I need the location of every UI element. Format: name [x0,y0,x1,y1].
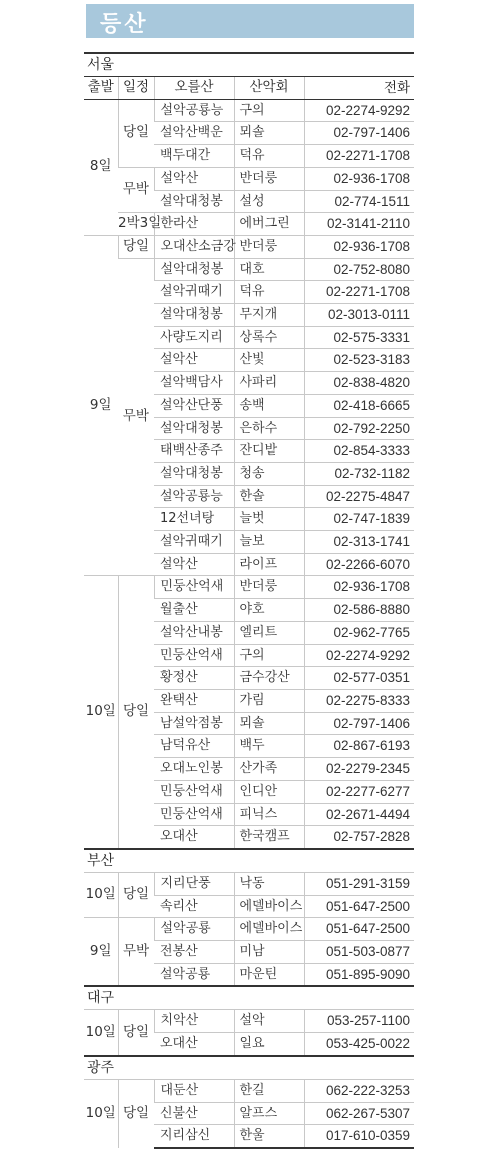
title-bar [86,4,414,38]
phone-number: 02-523-3183 [304,349,414,372]
header-club: 산악회 [234,77,304,100]
phone-number: 051-647-2500 [304,895,414,918]
club-name: 한국캠프 [234,826,304,849]
phone-number: 02-2266-6070 [304,553,414,576]
schedule-type: 무박 [118,258,154,576]
departure-date: 10일 [84,1079,118,1148]
mountain-name: 오대노인봉 [154,758,234,781]
table-row [84,258,414,281]
mountain-name: 설악공룡 [154,918,234,941]
phone-number: 02-2671-4494 [304,803,414,826]
schedule-type: 당일 [118,576,154,849]
phone-number: 051-647-2500 [304,918,414,941]
mountain-name: 오대산 [154,1033,234,1056]
header-phone: 전화 [304,77,414,100]
table-row [84,213,414,236]
phone-number: 053-425-0022 [304,1033,414,1056]
club-name: 청송 [234,462,304,485]
phone-number: 02-577-0351 [304,667,414,690]
phone-number: 02-3141-2110 [304,213,414,236]
club-name: 반더룽 [234,167,304,190]
table-row [84,99,414,122]
club-name: 엘리트 [234,621,304,644]
schedule-table [84,52,414,1149]
phone-number: 02-747-1839 [304,508,414,531]
phone-number: 051-503-0877 [304,941,414,964]
club-name: 한길 [234,1079,304,1102]
header-schedule: 일정 [118,77,154,100]
club-name: 가림 [234,689,304,712]
phone-number: 02-2277-6277 [304,780,414,803]
mountain-name: 태백산종주 [154,440,234,463]
phone-number: 02-854-3333 [304,440,414,463]
schedule-type: 당일 [118,1079,154,1148]
phone-number: 02-2271-1708 [304,145,414,168]
club-name: 구의 [234,644,304,667]
club-name: 뫼솔 [234,122,304,145]
region-name: 대구 [84,986,414,1010]
club-name: 사파리 [234,372,304,395]
club-name: 피닉스 [234,803,304,826]
phone-number: 02-936-1708 [304,235,414,258]
club-name: 늘벗 [234,508,304,531]
phone-number: 02-936-1708 [304,576,414,599]
phone-number: 02-867-6193 [304,735,414,758]
schedule-type: 당일 [118,1010,154,1056]
mountain-name: 설악대청봉 [154,304,234,327]
mountain-name: 오대산 [154,826,234,849]
phone-number: 02-3013-0111 [304,304,414,327]
phone-number: 02-2279-2345 [304,758,414,781]
club-name: 잔디밭 [234,440,304,463]
table-row [84,235,414,258]
phone-number: 02-732-1182 [304,462,414,485]
mountain-name: 설악공룡능 [154,99,234,122]
mountain-name: 설악대청봉 [154,190,234,213]
club-name: 뫼솔 [234,712,304,735]
phone-number: 02-774-1511 [304,190,414,213]
schedule-type: 당일 [118,99,154,167]
table-row [84,872,414,895]
phone-number: 02-962-7765 [304,621,414,644]
mountain-name: 민둥산억새 [154,803,234,826]
phone-number: 02-2274-9292 [304,99,414,122]
mountain-name: 12선녀탕 [154,508,234,531]
mountain-name: 월출산 [154,599,234,622]
departure-date: 10일 [84,576,118,849]
club-name: 산빛 [234,349,304,372]
club-name: 에델바이스 [234,918,304,941]
phone-number: 02-2271-1708 [304,281,414,304]
mountain-name: 민둥산억새 [154,644,234,667]
mountain-name: 설악귀때기 [154,531,234,554]
region-row [84,53,414,77]
club-name: 구의 [234,99,304,122]
departure-date: 10일 [84,1010,118,1056]
club-name: 금수강산 [234,667,304,690]
table-row [84,1010,414,1033]
club-name: 대호 [234,258,304,281]
phone-number: 02-575-3331 [304,326,414,349]
schedule-type: 무박 [118,918,154,987]
club-name: 송백 [234,394,304,417]
mountain-name: 남설악점봉 [154,712,234,735]
phone-number: 02-797-1406 [304,122,414,145]
schedule-type: 2박3일 [118,213,154,236]
mountain-name: 백두대간 [154,145,234,168]
phone-number: 02-2275-8333 [304,689,414,712]
departure-date: 9일 [84,235,118,576]
mountain-name: 완택산 [154,689,234,712]
region-row [84,986,414,1010]
phone-number: 02-757-2828 [304,826,414,849]
club-name: 일요 [234,1033,304,1056]
table-row [84,1079,414,1102]
phone-number: 02-313-1741 [304,531,414,554]
club-name: 상록수 [234,326,304,349]
mountain-name: 대둔산 [154,1079,234,1102]
club-name: 라이프 [234,553,304,576]
mountain-name: 설악귀때기 [154,281,234,304]
mountain-name: 민둥산억새 [154,576,234,599]
club-name: 무지개 [234,304,304,327]
mountain-name: 속리산 [154,895,234,918]
mountain-name: 설악산백운 [154,122,234,145]
club-name: 한솔 [234,485,304,508]
phone-number: 02-797-1406 [304,712,414,735]
club-name: 한울 [234,1125,304,1148]
departure-date: 10일 [84,872,118,917]
mountain-name: 설악산단풍 [154,394,234,417]
mountain-name: 황정산 [154,667,234,690]
phone-number: 02-792-2250 [304,417,414,440]
header-row [84,77,414,100]
club-name: 인디안 [234,780,304,803]
mountain-name: 오대산소금강 [154,235,234,258]
region-name: 서울 [84,53,414,77]
club-name: 반더룽 [234,576,304,599]
page-title: 등산 [100,12,149,37]
mountain-name: 한라산 [154,213,234,236]
mountain-name: 설악산 [154,167,234,190]
phone-number: 02-752-8080 [304,258,414,281]
club-name: 은하수 [234,417,304,440]
schedule-type: 당일 [118,235,154,258]
club-name: 반더룽 [234,235,304,258]
header-mountain: 오를산 [154,77,234,100]
club-name: 백두 [234,735,304,758]
mountain-name: 지리단풍 [154,872,234,895]
phone-number: 02-936-1708 [304,167,414,190]
mountain-name: 지리삼신 [154,1125,234,1148]
phone-number: 053-257-1100 [304,1010,414,1033]
mountain-name: 사량도지리 [154,326,234,349]
header-departure: 출발 [84,77,118,100]
club-name: 덕유 [234,145,304,168]
schedule-type: 당일 [118,872,154,917]
region-name: 광주 [84,1056,414,1080]
phone-number: 02-2275-4847 [304,485,414,508]
phone-number: 062-267-5307 [304,1102,414,1125]
phone-number: 02-418-6665 [304,394,414,417]
phone-number: 02-838-4820 [304,372,414,395]
mountain-name: 치악산 [154,1010,234,1033]
club-name: 늘보 [234,531,304,554]
club-name: 설악 [234,1010,304,1033]
table-row [84,167,414,190]
mountain-name: 설악대청봉 [154,462,234,485]
phone-number: 02-586-8880 [304,599,414,622]
mountain-name: 민둥산억새 [154,780,234,803]
club-name: 설성 [234,190,304,213]
mountain-name: 설악백담사 [154,372,234,395]
region-row [84,849,414,873]
mountain-name: 설악산내봉 [154,621,234,644]
mountain-name: 신불산 [154,1102,234,1125]
table-row [84,576,414,599]
club-name: 낙동 [234,872,304,895]
mountain-name: 남덕유산 [154,735,234,758]
mountain-name: 설악대청봉 [154,417,234,440]
club-name: 마운틴 [234,963,304,986]
club-name: 알프스 [234,1102,304,1125]
club-name: 덕유 [234,281,304,304]
phone-number: 051-291-3159 [304,872,414,895]
mountain-name: 설악공룡 [154,963,234,986]
departure-date: 9일 [84,918,118,987]
mountain-name: 설악산 [154,349,234,372]
phone-number: 051-895-9090 [304,963,414,986]
mountain-name: 설악산 [154,553,234,576]
club-name: 야호 [234,599,304,622]
club-name: 에델바이스 [234,895,304,918]
club-name: 미남 [234,941,304,964]
club-name: 에버그린 [234,213,304,236]
region-row [84,1056,414,1080]
table-row [84,918,414,941]
phone-number: 062-222-3253 [304,1079,414,1102]
phone-number: 02-2274-9292 [304,644,414,667]
departure-date: 8일 [84,99,118,235]
region-name: 부산 [84,849,414,873]
mountain-name: 전봉산 [154,941,234,964]
schedule-type: 무박 [118,167,154,212]
phone-number: 017-610-0359 [304,1125,414,1148]
mountain-name: 설악대청봉 [154,258,234,281]
club-name: 산가족 [234,758,304,781]
mountain-name: 설악공룡능 [154,485,234,508]
